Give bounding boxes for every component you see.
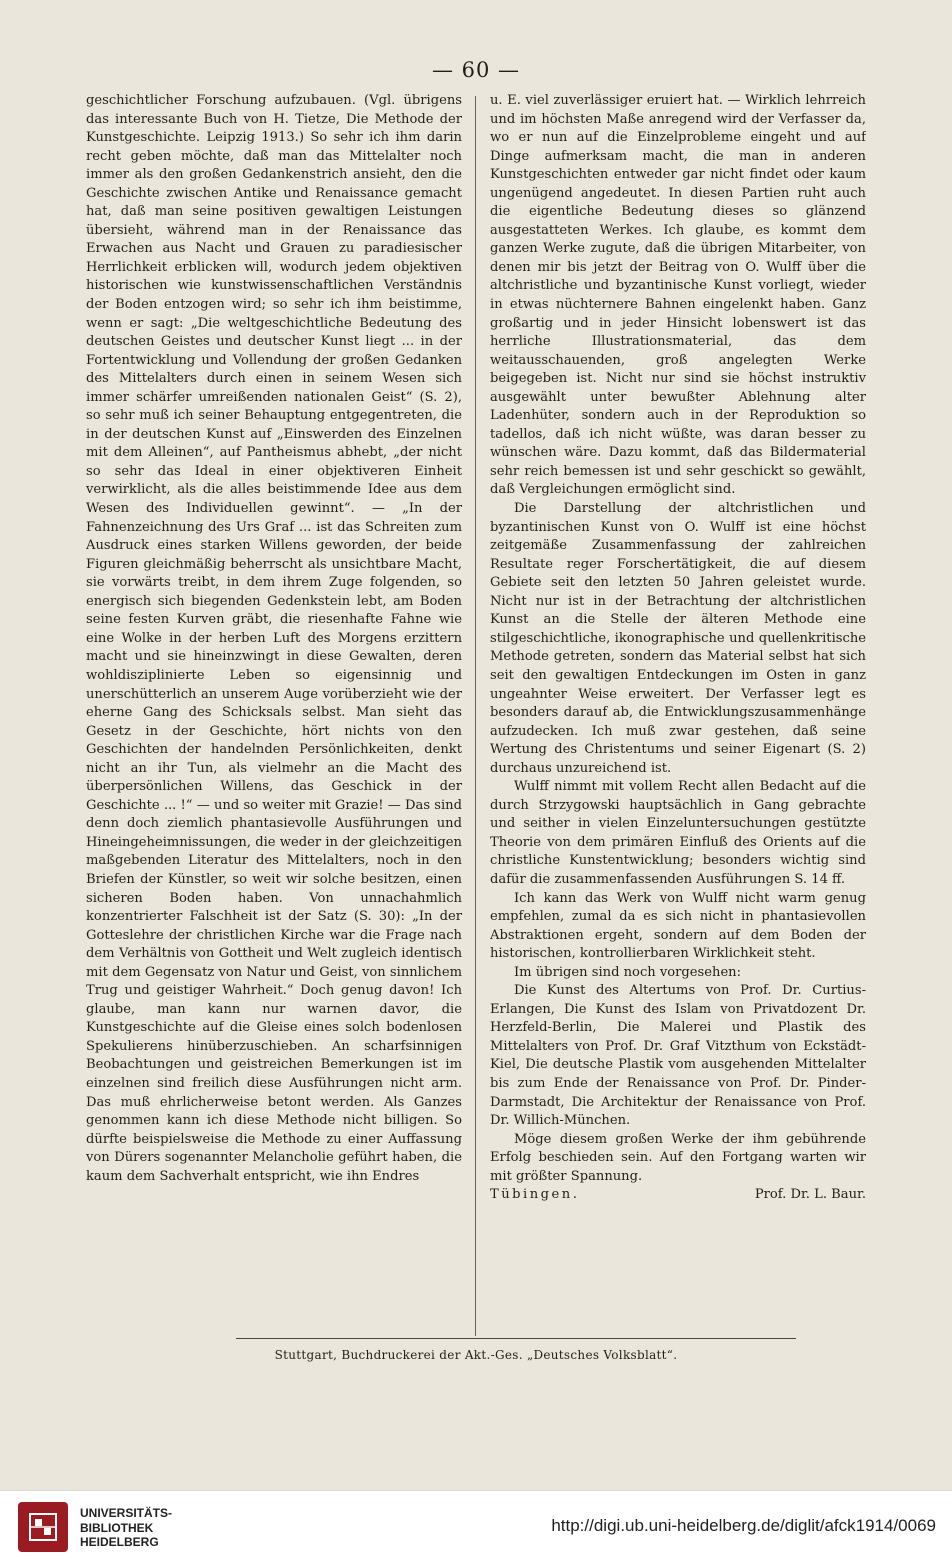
paragraph: Im übrigen sind noch vorgesehen: [514, 964, 742, 980]
paragraph: Möge diesem großen Werke der ihm gebührende Erfolg beschieden sein. Auf den Fortgang warten wir mit größter Spannung. [490, 1131, 866, 1184]
paragraph: u. E. viel zuverlässiger eruiert hat. — Wirklich lehrreich und im höchsten Maße anregend wird der Verfasser da, wo er nun auf die Einzelprobleme eingeht und auf Dinge aufmerksam macht, die man in anderen Kunstgeschichten entweder gar nicht findet oder kaum ungenügend angedeutet. In diesen Partien ruht auch die eigentliche Bedeutung dieses so glänzend ausgestatteten Werkes. Ich glaube, es kommt dem ganzen Werke zugute, daß die übrigen Mitarbeiter, von denen mir bis jetzt der Beitrag von O. Wulff über die altchristliche und byzantinische Kunst vorliegt, wieder in etwas nüchternere Bahnen eingelenkt haben. Ganz großartig und in jeder Hinsicht lobenswert ist das herrliche Illustrationsmaterial, das dem weitausschauenden, groß angelegten Werke beigegeben ist. Nicht nur sind sie höchst instruktiv ausgewählt unter bewußter Ablehnung alter Ladenhüter, sondern auch in der Reproduktion so tadellos, daß ich nicht wüßte, was daran besser zu wünschen wäre. Dazu kommt, daß das Bildermaterial sehr reich bemessen ist und sehr geschickt so gewählt, daß Vergleichungen ermöglicht sind. [490, 93, 866, 498]
imprint-rule [236, 1338, 796, 1339]
signature-author: Prof. Dr. L. Baur. [754, 1187, 866, 1203]
column-divider [475, 96, 476, 1336]
right-column [490, 92, 866, 1342]
paragraph: Die Kunst des Altertums von Prof. Dr. Curtius-Erlangen, Die Kunst des Islam von Privatdozent Dr. Herzfeld-Berlin, Die Malerei und Plastik des Mittelalters von Prof. Dr. Graf Vitzthum von Eckstädt-Kiel, Die deutsche Plastik vom ausgehenden Mittelalter bis zum Ende der Renaissance von Prof. Dr. Pinder-Darmstadt, Die Architektur der Renaissance von Prof. Dr. Willich-München. [490, 983, 866, 1129]
signature-place: Tübingen. [490, 1187, 580, 1203]
library-name-line: BIBLIOTHEK [80, 1520, 154, 1535]
heidelberg-university-library-logo-icon [18, 1502, 68, 1552]
text-columns [86, 92, 866, 1342]
library-footer-bar [0, 1490, 952, 1564]
library-name [80, 1506, 172, 1550]
paragraph: Die Darstellung der altchristlichen und byzantinischen Kunst von O. Wulff ist eine höchst zeitgemäße Zusammenfassung der zahlreichen Resultate reger Forschertätigkeit, die auf diesem Gebiete seit den letzten 50 Jahren geleistet wurde. Nicht nur ist in der Betrachtung der altchristlichen Kunst an die Stelle der älteren Methode eine stilgeschichtliche, ikonographische und quellenkritische Methode getreten, sondern das Material selbst hat sich seit den gewaltigen Entdeckungen im Osten in ganz ungeahnter Weise erweitert. Der Verfasser legt es besonders darauf ab, die Entwicklungszusammenhänge aufzudecken. Ich muß zwar gestehen, daß seine Wertung des Christentums und seiner Eigenart (S. 2) durchaus unzureichend ist. [490, 501, 866, 776]
signature-line [490, 1186, 866, 1205]
library-name-line: HEIDELBERG [80, 1535, 159, 1549]
permalink-url[interactable]: http://digi.ub.uni-heidelberg.de/diglit/afck1914/0069 [551, 1516, 936, 1535]
paragraph: Ich kann das Werk von Wulff nicht warm genug empfehlen, zumal da es sich nicht in phantasievollen Abstraktionen ergeht, sondern auf dem Boden der historischen, kontrollierbaren Wirklichkeit steht. [490, 890, 866, 962]
paragraph: Wulff nimmt mit vollem Recht allen Bedacht auf die durch Strzygowski hauptsächlich in Gang gebrachte und seither in vielen Einzeluntersuchungen gestützte Theorie von dem primären Einfluß des Orients auf die christliche Kunstentwicklung; besonders wichtig sind dafür die zusammenfassenden Ausführungen S. 14 ff. [490, 779, 866, 887]
page-number: — 60 — [431, 58, 521, 82]
paragraph: geschichtlicher Forschung aufzubauen. (Vgl. übrigens das interessante Buch von H. Tietze, Die Methode der Kunstgeschichte. Leipzig 1913.) So sehr ich ihm darin recht geben möchte, daß man das Mittelalter noch immer als den großen Gedankenstrich ansieht, den die Geschichte zwischen Antike und Renaissance gemacht hat, daß man seine positiven gewaltigen Leistungen übersieht, während man in der Renaissance das Erwachen aus Nacht und Grauen zu paradiesischer Herrlichkeit erblicken will, wodurch jedem objektiven historischen wie kunstwissenschaftlichen Verständnis der Boden entzogen wird; so sehr ich ihm beistimme, wenn er sagt: „Die weltgeschichtliche Bedeutung des deutschen Geistes und deutscher Kunst liegt ... in der Fortentwicklung und Vollendung der großen Gedanken des Mittelalters durch einen in seinem Wesen sich immer schärfer umreißenden nationalen Geist“ (S. 2), so sehr muß ich seiner Behauptung entgegentreten, die in der deutschen Kunst auf „Einswerden des Einzelnen mit dem Alleinen“, auf Pantheismus abhebt, „der nicht so sehr das Ideal in einer objektiveren Einheit verwirklicht, als die alles beistimmende Idee aus dem Wesen des Individuellen gewinnt“. — „In der Fahnenzeichnung des Urs Graf ... ist das Schreiten zum Ausdruck eines starken Willens geworden, der beide Figuren gleichmäßig beherrscht als unsichtbare Macht, sie vorwärts treibt, in dem ihrem Zuge folgenden, so energisch sich biegenden Gedenkstein lebt, am Boden seine festen Kurven gräbt, die riesenhafte Fahne wie eine Wolke in der herben Luft des Morgens erzittern macht und sie hineinzwingt in diese Gewalten, deren wohldisziplinierte Leben so eigensinnig und unerschütterlich an unserem Auge vorüberzieht wie der eherne Gang des Schicksals selbst. Man sieht das Gesetz in der Geschichte, hört nichts von den Geschichten der handelnden Persönlichkeiten, denkt nicht an ihr Tun, als vielmehr an die Macht des überpersönlichen Willens, das Geschick in der Geschichte ... !“ — und so weiter mit Grazie! — Das sind denn doch ziemlich phantasievolle Ausführungen und Hineingeheimnissungen, die weder in der gleichzeitigen maßgebenden Literatur des Mittelalters, noch in den Briefen der Künstler, so weit wir solche besitzen, einen sicheren Boden haben. Von unnachahmlich konzentrierter Falschheit ist der Satz (S. 30): „In der Gotteslehre der christlichen Kirche war die Frage nach dem Verhältnis von Gottheit und Welt zugleich identisch mit dem Gegensatz von Natur und Geist, von sinnlichem Trug und geistiger Wahrheit.“ Doch genug davon! Ich glaube, man kann nur warnen davor, die Kunstgeschichte auf die Gleise eines solch bodenlosen Spekulierens hinüberzuschieben. An scharfsinnigen Beobachtungen und geistreichen Bemerkungen ist im einzelnen sind freilich diese Ausführungen nicht arm. Das muß ehrlicherweise betont werden. Als Ganzes genommen kann ich diese Methode nicht billigen. So dürfte beispielsweise die Methode zu einer Auffassung von Dürers sogenannter Melancholie geführt haben, die kaum dem Sachverhalt entspricht, wie ihn Endres [86, 93, 462, 1184]
library-name-line: UNIVERSITÄTS- [80, 1506, 173, 1520]
left-column [86, 92, 462, 1342]
printer-imprint: Stuttgart, Buchdruckerei der Akt.-Ges. „Deutsches Volksblatt“. [274, 1348, 678, 1362]
